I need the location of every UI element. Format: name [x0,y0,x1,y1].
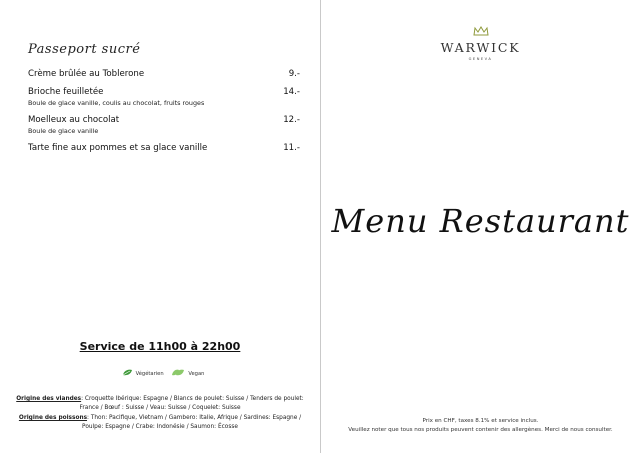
brand-city: GENEVA [468,57,493,61]
section-title: Passeport sucré [28,42,141,57]
item-name: Brioche feuilletée [28,87,104,97]
item-name: Tarte fine aux pommes et sa glace vanille [28,143,208,153]
right-page [321,0,640,453]
footer-notes [321,417,640,434]
item-price: 9.- [288,69,300,79]
logo [321,26,640,61]
page-title: Menu Restaurant [331,202,630,240]
item-price: 11.- [283,143,300,153]
list-item [28,142,300,154]
fish-origins-text: : Thon: Pacifique, Vietnam / Gambero: Italie, Afrique / Sardines: Espagne / Poulpe: Espagne / Crabe: Indonésie / Saumon: Écosse [82,415,302,430]
price-note: Prix en CHF, taxes 8.1% et service inclus. [422,418,539,424]
vegan-leaf-icon [171,369,185,378]
vegetarian-label: Végétarien [135,371,164,377]
item-description: Boule de glace vanille [28,127,99,135]
vegan-label: Vegan [188,371,205,377]
origins [14,395,306,433]
fish-origins-label: Origine des poissons [18,415,88,422]
crown-icon [473,26,489,36]
diet-legend [0,369,320,378]
list-item [28,86,300,108]
fish-origins [14,414,306,431]
item-description: Boule de glace vanille, coulis au chocolat, fruits rouges [28,99,205,107]
brand-name: WARWICK [440,40,521,55]
list-item [28,68,300,80]
vegetarian-leaf-icon [122,369,133,378]
item-name: Moelleux au chocolat [28,115,120,125]
dessert-list [28,68,300,160]
meat-origins-text: : Croquette Ibérique: Espagne / Blancs de poulet: Suisse / Tenders de poulet: France / Bœuf : Suisse / Veau: Suisse / Coquelet: Suisse [79,396,304,411]
item-price: 14.- [283,87,300,97]
allergen-note: Veuillez noter que tous nos produits peuvent contenir des allergènes. Merci de nous consulter. [348,426,613,433]
item-name: Crème brûlée au Toblerone [28,69,145,79]
meat-origins [14,395,306,412]
list-item [28,114,300,136]
service-hours: Service de 11h00 à 22h00 [79,340,241,353]
item-price: 12.- [283,115,300,125]
meat-origins-label: Origine des viandes [16,396,82,402]
